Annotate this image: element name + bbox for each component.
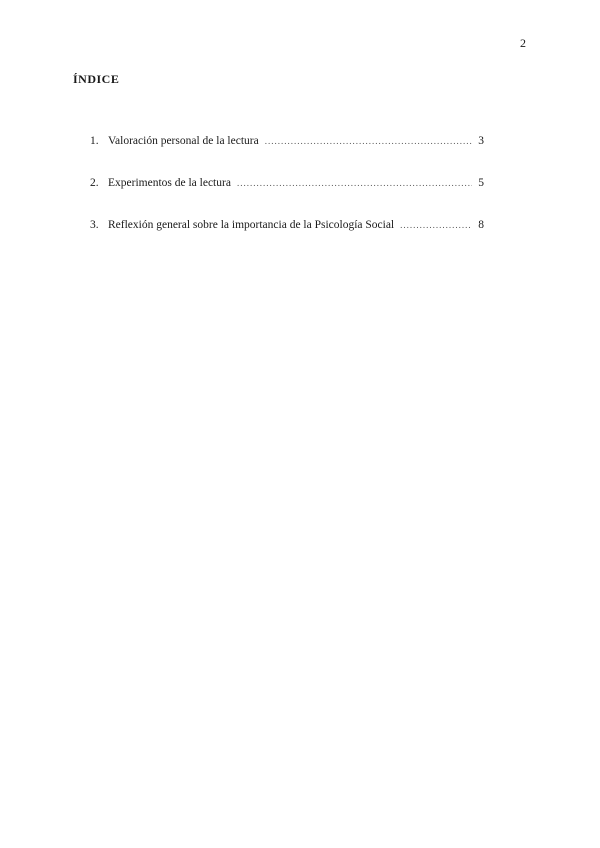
toc-entry <box>90 135 484 149</box>
toc-entry-page: 5 <box>478 177 484 189</box>
toc-entry-page: 8 <box>478 219 484 231</box>
toc-entry-title: Reflexión general sobre la importancia de la Psicología Social <box>108 219 395 231</box>
toc-entry-page: 3 <box>478 135 484 147</box>
toc-entry-number: 3. <box>90 219 99 231</box>
toc-entry-title: Experimentos de la lectura <box>108 177 231 189</box>
toc-entry-number: 1. <box>90 135 99 147</box>
toc-list <box>90 135 484 261</box>
toc-entry <box>90 219 484 233</box>
toc-entry <box>90 177 484 191</box>
toc-heading: ÍNDICE <box>73 72 120 86</box>
page-number: 2 <box>520 36 526 50</box>
toc-dot-leader <box>237 178 472 188</box>
toc-entry-number: 2. <box>90 177 99 189</box>
toc-dot-leader <box>400 220 472 230</box>
toc-entry-title: Valoración personal de la lectura <box>108 135 259 147</box>
toc-dot-leader <box>265 136 473 146</box>
